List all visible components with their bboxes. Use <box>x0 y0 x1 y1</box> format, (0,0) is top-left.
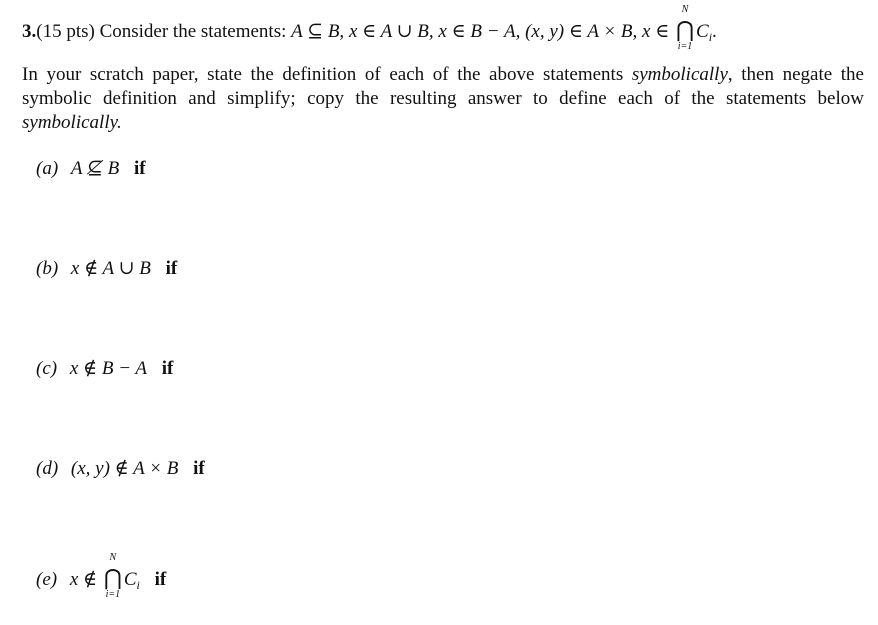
instructions-paragraph <box>22 63 864 135</box>
big-intersection-operator <box>676 4 695 52</box>
part-e-label: (e) <box>36 569 58 590</box>
intersection-end: . <box>712 21 717 42</box>
part-b-statement: x ∉ A ∪ B <box>70 258 151 279</box>
instructions-emphasis-2: symbolically. <box>22 112 122 133</box>
part-c-statement: x ∉ B − A <box>69 358 148 379</box>
part-d-if: if <box>193 458 205 479</box>
problem-intro: Consider the statements: <box>99 21 287 42</box>
problem-statement-line <box>22 4 717 52</box>
problem-points: (15 pts) <box>36 21 95 42</box>
part-e-lower-limit: i=1 <box>105 589 121 600</box>
part-a-if: if <box>133 158 146 179</box>
part-e-upper-limit: N <box>109 552 117 563</box>
part-e-big-intersection-operator <box>103 552 122 600</box>
statement-union: x ∈ A ∪ B, <box>348 21 434 42</box>
part-e-term: C <box>123 569 137 590</box>
part-a-label: (a) <box>36 158 59 179</box>
part-c-if: if <box>161 358 174 379</box>
part-e-term-subscript: i <box>136 578 140 592</box>
part-e-intersection-symbol: ⋂ <box>103 565 122 590</box>
statement-subset: A ⊆ B, <box>291 21 345 42</box>
instructions-emphasis-1: symbolically <box>631 64 728 85</box>
part-d-statement: (x, y) ∉ A × B <box>70 458 179 479</box>
part-e-statement-prefix: x ∉ <box>69 569 98 590</box>
instructions-text-2: , then negate the symbolic definition and simplify; copy the resulting answer to define each of the statements below <box>22 64 864 109</box>
intersection-term-subscript: i <box>708 30 713 44</box>
intersection-upper-limit: N <box>681 4 689 15</box>
statement-intersection-prefix: x ∈ <box>642 21 670 42</box>
problem-number: 3. <box>22 21 37 42</box>
problem-header <box>22 6 872 56</box>
part-b-if: if <box>165 258 178 279</box>
part-b-label: (b) <box>36 258 59 279</box>
intersection-lower-limit: i=1 <box>677 41 693 52</box>
part-b <box>36 257 177 281</box>
part-a-statement: A ⊈ B <box>70 158 120 179</box>
part-c-label: (c) <box>36 358 58 379</box>
part-e-if: if <box>154 569 167 590</box>
part-c <box>36 357 173 381</box>
part-d <box>36 457 205 481</box>
part-a <box>36 157 146 181</box>
part-e <box>36 552 167 600</box>
statement-product: (x, y) ∈ A × B, <box>525 21 638 42</box>
instructions-text-1: In your scratch paper, state the definition of each of the above statements <box>22 64 632 85</box>
statement-difference: x ∈ B − A, <box>438 21 521 42</box>
intersection-term: C <box>696 21 709 42</box>
intersection-symbol: ⋂ <box>676 17 695 42</box>
part-d-label: (d) <box>36 458 59 479</box>
